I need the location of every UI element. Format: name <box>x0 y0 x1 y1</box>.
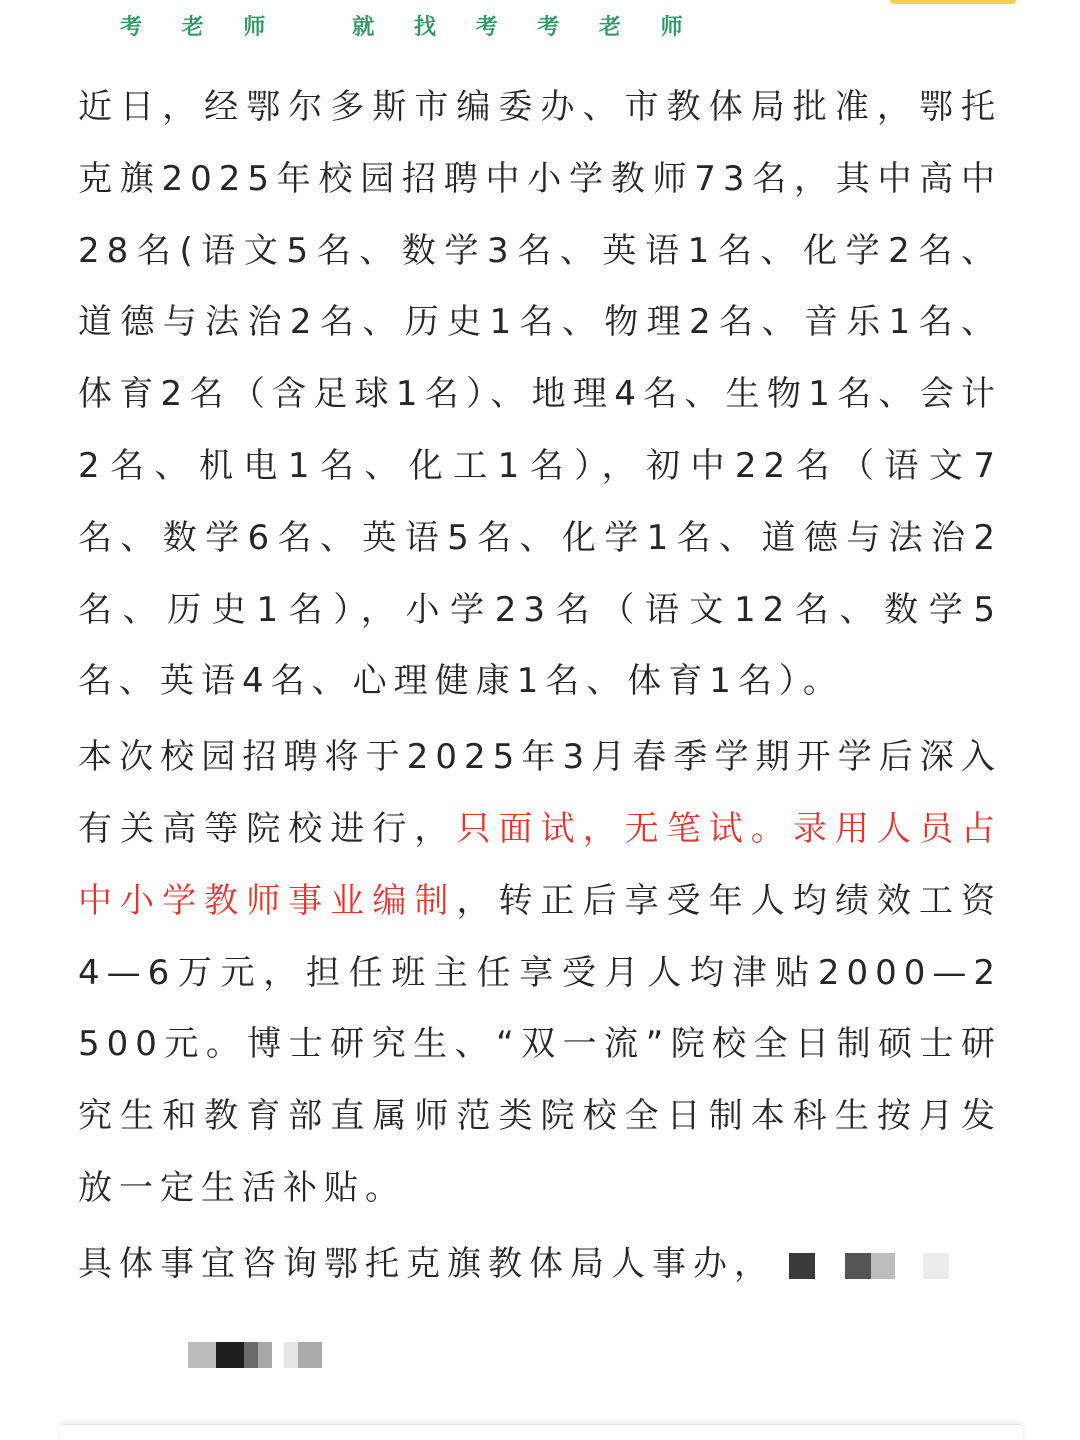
redacted-phone-part2 <box>188 1342 322 1368</box>
highlight-interview-only: 只面试，无笔试。录用人员占中小学教师事业编制 <box>78 808 1003 921</box>
details-text-benefits: ，转正后享受年人均绩效工资4—6万元，担任班主任享受月人均津贴2000—2500元。博士研究生、“双一流”院校全日制硕士研究生和教育部直属师范类院校全日制本科生按月发放一定生活补贴。 <box>78 880 1003 1208</box>
details-text-intro: 本次校园招聘将于2025年3月春季学期开学后深入有关高等院校进行， <box>78 737 1002 849</box>
paragraph-recruitment-details <box>78 722 1002 1225</box>
top-accent-bar <box>890 0 1016 4</box>
contact-text: 具体事宜咨询鄂托克旗教体局人事办， <box>78 1243 775 1284</box>
article-body <box>78 72 1002 1305</box>
paragraph-contact <box>78 1229 1002 1301</box>
next-card-edge <box>60 1424 1022 1440</box>
redacted-phone-part1 <box>789 1229 949 1301</box>
paragraph-recruitment-quota: 近日，经鄂尔多斯市编委办、市教体局批准，鄂托克旗2025年校园招聘中小学教师73名，其中高中28名(语文5名、数学3名、英语1名、化学2名、道德与法治2名、历史1名、物理2名、音乐1名、体育2名（含足球1名）、地理4名、生物1名、会计2名、机电1名、化工1名），初中22名（语文7名、数学6名、英语5名、化学1名、道德与法治2名、历史1名），小学23名（语文12名、数学5名、英语4名、心理健康1名、体育1名）。 <box>78 87 1002 702</box>
watermark-header: 考 老 师 就 找 考 考 老 师 <box>120 15 699 40</box>
